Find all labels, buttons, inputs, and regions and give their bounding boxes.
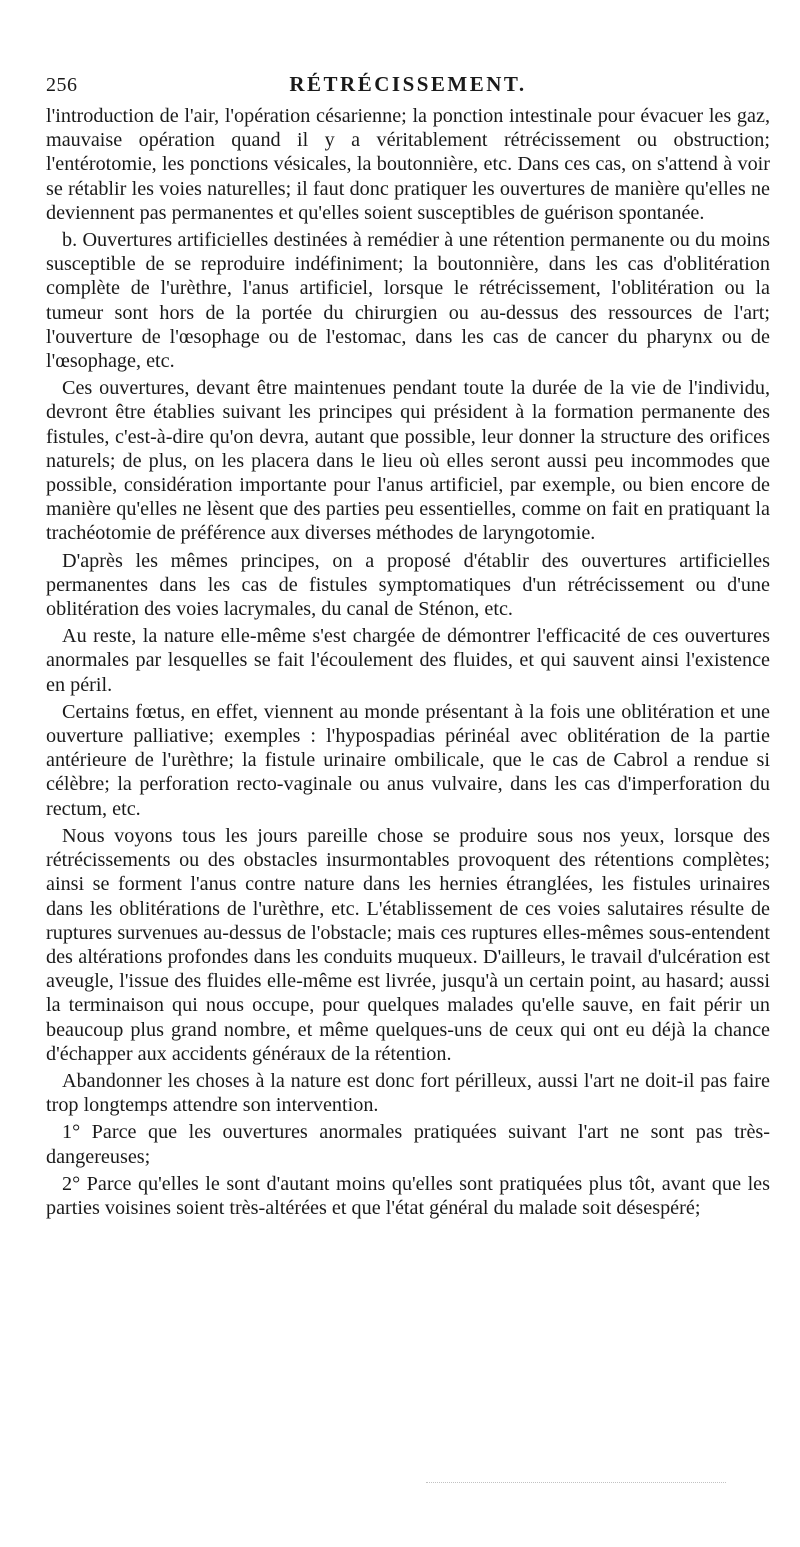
paragraph: b. Ouvertures artificielles destinées à remédier à une rétention permanente ou du moins susceptible de se reproduire indéfiniment; la boutonnière, dans les cas d'oblitération complète de l'urèthre, l'anus artificiel, lorsque le rétrécissement, l'oblitération ou la tumeur sont hors de la portée du chirurgien ou au-dessus des ressources de l'art; l'ouverture de l'œsophage ou de l'estomac, dans les cas de cancer du pharynx ou de l'œsophage, etc. xyxy=(46,229,770,373)
paragraph: l'introduction de l'air, l'opération césarienne; la ponction intestinale pour évacuer les gaz, mauvaise opération quand il y a véritablement rétrécissement ou obstruction; l'entérotomie, les ponctions vésicales, la boutonnière, etc. Dans ces cas, on s'attend à voir se rétablir les voies naturelles; il faut donc pratiquer les ouvertures de manière qu'elles ne deviennent pas permanentes et qu'elles soient susceptibles de guérison spontanée. xyxy=(46,105,770,224)
paragraph: Ces ouvertures, devant être maintenues pendant toute la durée de la vie de l'individu, devront être établies suivant les principes qui président à la formation permanente des fistules, c'est-à-dire qu'on devra, autant que possible, leur donner la structure des orifices naturels; de plus, on les placera dans le lieu où elles seront aussi peu incommodes que possible, considération importante pour l'anus artificiel, par exemple, ou bien encore de manière qu'elles ne lèsent que des parties peu essentielles, comme on fait en pratiquant la trachéotomie de préférence aux diverses méthodes de laryngotomie. xyxy=(46,377,770,545)
paragraph: Nous voyons tous les jours pareille chose se produire sous nos yeux, lorsque des rétrécissements ou des obstacles insurmontables provoquent des rétentions complètes; ainsi se forment l'anus contre nature dans les hernies étranglées, les fistules urinaires dans les oblitérations de l'urèthre, etc. L'établissement de ces voies salutaires résulte de ruptures survenues au-dessus de l'obstacle; mais ces ruptures elles-mêmes sous-entendent des altérations profondes dans les conduits muqueux. D'ailleurs, le travail d'ulcération est aveugle, l'issue des fluides elle-même est livrée, jusqu'à un certain point, au hasard; aussi la terminaison qui nous occupe, pour quelques malades qu'elle sauve, en fait périr un beaucoup plus grand nombre, et même quelques-uns de ceux qui ont eu déjà la chance d'échapper aux accidents généraux de la rétention. xyxy=(46,824,770,1065)
page-number: 256 xyxy=(46,74,78,96)
running-head xyxy=(46,0,770,104)
footer-bleed-through xyxy=(426,1482,726,1485)
paragraph: 1° Parce que les ouvertures anormales pratiquées suivant l'art ne sont pas très-dangereuses; xyxy=(46,1121,770,1168)
paragraph: Certains fœtus, en effet, viennent au monde présentant à la fois une oblitération et une ouverture palliative; exemples : l'hypospadias périnéal avec oblitération de la partie antérieure de l'urèthre; la fistule urinaire ombilicale, que le cas de Cabrol a rendue si célèbre; la perforation recto-vaginale ou anus vulvaire, dans les cas d'imperforation du rectum, etc. xyxy=(46,700,770,820)
running-title: RÉTRÉCISSEMENT. xyxy=(289,72,527,96)
body-text xyxy=(46,104,770,1220)
paragraph: 2° Parce qu'elles le sont d'autant moins qu'elles sont pratiquées plus tôt, avant que les parties voisines soient très-altérées et que l'état général du malade soit désespéré; xyxy=(46,1172,770,1219)
paragraph: Au reste, la nature elle-même s'est chargée de démontrer l'efficacité de ces ouvertures anormales par lesquelles se fait l'écoulement des fluides, et qui sauvent ainsi l'existence en péril. xyxy=(46,625,770,696)
book-page xyxy=(46,0,770,1547)
paragraph: Abandonner les choses à la nature est donc fort périlleux, aussi l'art ne doit-il pas faire trop longtemps attendre son intervention. xyxy=(46,1069,770,1117)
paragraph: D'après les mêmes principes, on a proposé d'établir des ouvertures artificielles permanentes dans les cas de fistules symptomatiques d'un rétrécissement ou d'une oblitération des voies lacrymales, du canal de Sténon, etc. xyxy=(46,549,770,621)
